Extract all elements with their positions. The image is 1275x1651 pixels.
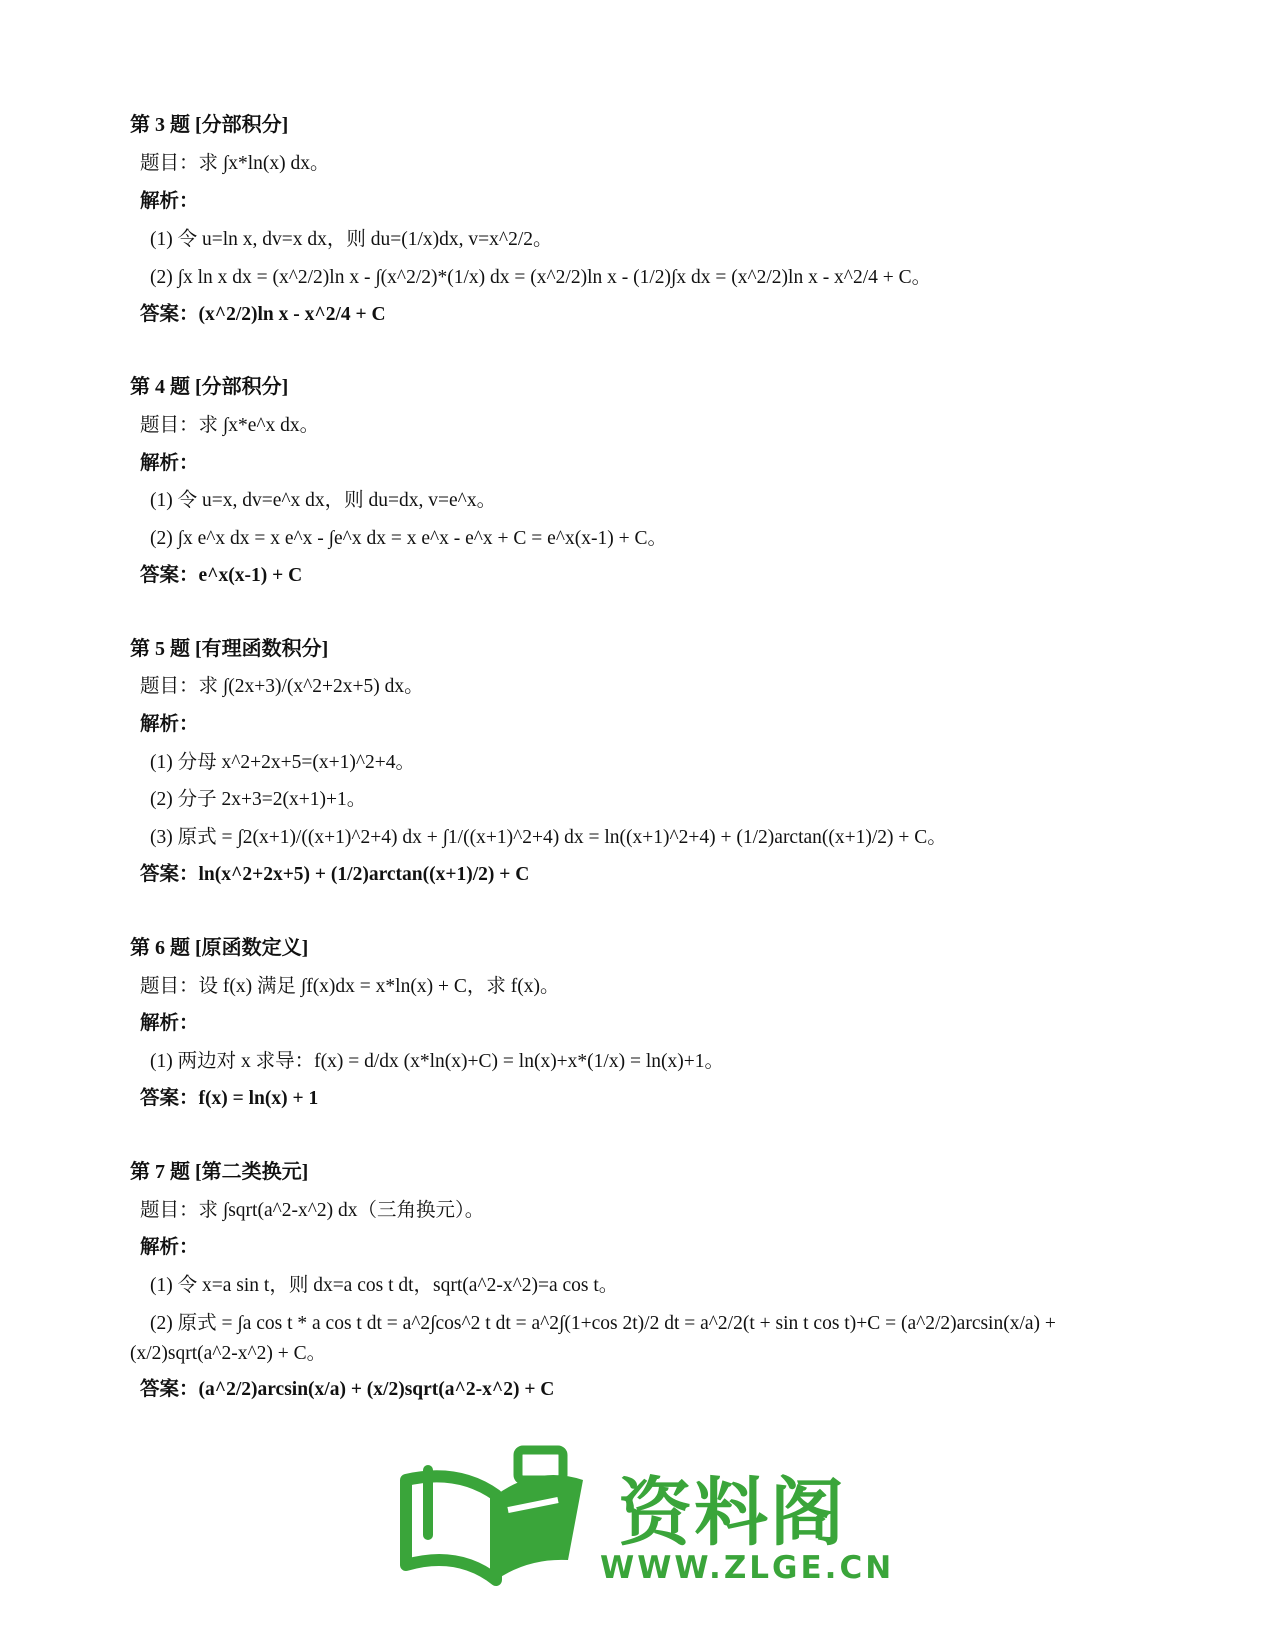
analysis-step: (1) 令 x=a sin t，则 dx=a cos t dt，sqrt(a^2-x^2)=a cos t。 (150, 1275, 619, 1296)
analysis-label: 解析： (140, 1237, 199, 1258)
book-logo-icon (398, 1440, 598, 1590)
analysis-step: (2) 原式 = ∫a cos t * a cos t dt = a^2∫cos^2 t dt = a^2∫(1+cos 2t)/2 dt = a^2/2(t + sin t cos t)+C = (a^2/2)arcsin(x/a) + (150, 1313, 1056, 1334)
problem-title: 第 7 题 [第二类换元] (130, 1161, 309, 1183)
analysis-step: (1) 两边对 x 求导：f(x) = d/dx (x*ln(x)+C) = ln(x)+x*(1/x) = ln(x)+1。 (150, 1051, 724, 1072)
analysis-step-continuation: (x/2)sqrt(a^2-x^2) + C。 (130, 1343, 327, 1364)
problem-question: 题目：求 ∫sqrt(a^2-x^2) dx（三角换元）。 (140, 1200, 485, 1221)
watermark (398, 1440, 895, 1625)
analysis-label: 解析： (140, 714, 199, 735)
problem-title: 第 4 题 [分部积分] (130, 376, 289, 398)
problem-question: 题目：求 ∫x*ln(x) dx。 (140, 153, 330, 174)
problem-title: 第 6 题 [原函数定义] (130, 937, 309, 959)
watermark-url: WWW.ZLGE.CN (600, 1550, 895, 1586)
problem-question: 题目：设 f(x) 满足 ∫f(x)dx = x*ln(x) + C，求 f(x)。 (140, 976, 560, 997)
analysis-step: (1) 分母 x^2+2x+5=(x+1)^2+4。 (150, 752, 416, 773)
analysis-step: (2) ∫x ln x dx = (x^2/2)ln x - ∫(x^2/2)*(1/x) dx = (x^2/2)ln x - (1/2)∫x dx = (x^2/2)ln x - x^2/4 + C。 (150, 267, 932, 288)
analysis-label: 解析： (140, 191, 199, 212)
answer: 答案：(a^2/2)arcsin(x/a) + (x/2)sqrt(a^2-x^2) + C (140, 1379, 555, 1400)
analysis-step: (1) 令 u=ln x, dv=x dx，则 du=(1/x)dx, v=x^2/2。 (150, 229, 553, 250)
analysis-step: (3) 原式 = ∫2(x+1)/((x+1)^2+4) dx + ∫1/((x+1)^2+4) dx = ln((x+1)^2+4) + (1/2)arctan((x+1)/2) + C。 (150, 827, 947, 848)
watermark-brand: 资料阁 (618, 1470, 846, 1556)
analysis-label: 解析： (140, 453, 199, 474)
analysis-step: (1) 令 u=x, dv=e^x dx，则 du=dx, v=e^x。 (150, 490, 497, 511)
answer: 答案：(x^2/2)ln x - x^2/4 + C (140, 304, 386, 325)
problem-title: 第 5 题 [有理函数积分] (130, 638, 329, 660)
analysis-step: (2) ∫x e^x dx = x e^x - ∫e^x dx = x e^x - e^x + C = e^x(x-1) + C。 (150, 528, 667, 549)
analysis-label: 解析： (140, 1013, 199, 1034)
problem-title: 第 3 题 [分部积分] (130, 114, 289, 136)
answer: 答案：f(x) = ln(x) + 1 (140, 1088, 319, 1109)
problem-question: 题目：求 ∫x*e^x dx。 (140, 415, 320, 436)
answer: 答案：e^x(x-1) + C (140, 565, 303, 586)
problem-question: 题目：求 ∫(2x+3)/(x^2+2x+5) dx。 (140, 676, 424, 697)
answer: 答案：ln(x^2+2x+5) + (1/2)arctan((x+1)/2) + C (140, 864, 530, 885)
analysis-step: (2) 分子 2x+3=2(x+1)+1。 (150, 789, 367, 810)
